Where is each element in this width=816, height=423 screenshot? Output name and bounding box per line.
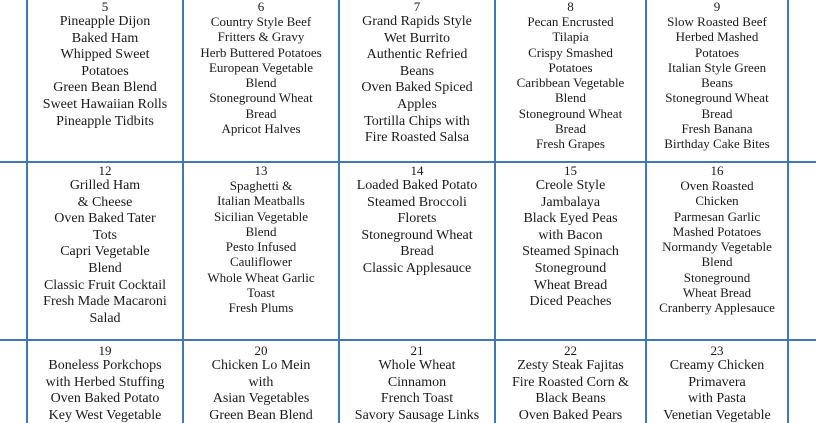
menu-item-line: Stoneground bbox=[683, 269, 751, 285]
day-number: 14 bbox=[410, 163, 424, 178]
menu-item-line: Stoneground Wheat bbox=[361, 227, 473, 243]
menu-item-line: Herbed Mashed bbox=[675, 29, 759, 45]
menu-item-line: Whole Wheat Garlic bbox=[207, 269, 315, 285]
menu-item-line: Birthday Cake Bites bbox=[664, 136, 770, 152]
day-cell bbox=[340, 341, 494, 423]
menu-item-line: Stoneground Wheat bbox=[518, 105, 623, 121]
menu-item-line: Black Beans bbox=[535, 391, 606, 407]
day-number: 23 bbox=[710, 343, 724, 358]
menu-item-line: Wet Burrito bbox=[383, 30, 451, 46]
menu-item-line: Fire Roasted Corn & bbox=[511, 374, 630, 390]
menu-item-line: Cranberry Applesauce bbox=[659, 300, 775, 316]
day-cell bbox=[28, 341, 182, 423]
menu-item-line: Fresh Banana bbox=[681, 121, 753, 137]
menu-item-line: Fresh Grapes bbox=[536, 136, 605, 152]
menu-item-line: Sweet Hawaiian Rolls bbox=[42, 96, 168, 112]
menu-item-line: Slow Roasted Beef bbox=[667, 14, 767, 29]
day-number: 20 bbox=[254, 343, 268, 358]
menu-item-line: Blend bbox=[245, 75, 277, 91]
menu-item-line: Authentic Refried bbox=[366, 47, 468, 63]
menu-item-line: Capri Vegetable bbox=[60, 244, 150, 260]
menu-item-line: Whole Wheat bbox=[378, 358, 456, 373]
menu-item-line: Black Eyed Peas bbox=[523, 211, 618, 227]
menu-item-line: Oven Roasted bbox=[680, 178, 754, 193]
day-cell bbox=[496, 163, 645, 339]
day-cell bbox=[184, 163, 338, 339]
menu-item-line: Apricot Halves bbox=[221, 121, 301, 137]
menu-item-line: Spaghetti & bbox=[229, 178, 293, 193]
menu-item-line: Blend bbox=[88, 260, 122, 276]
menu-item-line: Venetian Vegetable bbox=[663, 407, 771, 423]
menu-item-line: Tortilla Chips with bbox=[364, 113, 470, 129]
menu-item-line: Crispy Smashed bbox=[528, 44, 613, 60]
menu-item-line: Beans bbox=[399, 63, 435, 79]
menu-item-line: Creamy Chicken bbox=[669, 358, 765, 373]
menu-item-line: Chicken Lo Mein bbox=[211, 358, 311, 373]
menu-item-line: Green Bean Blend bbox=[209, 407, 313, 423]
day-number: 16 bbox=[710, 163, 724, 178]
menu-item-line: with Herbed Stuffing bbox=[45, 374, 165, 390]
day-cell bbox=[496, 341, 645, 423]
menu-item-line: Italian Style Green bbox=[667, 59, 767, 75]
day-cell bbox=[184, 0, 338, 161]
menu-item-line: Herb Buttered Potatoes bbox=[200, 44, 322, 60]
menu-item-line: Potatoes bbox=[81, 63, 129, 79]
menu-item-line: Oven Baked Pears bbox=[518, 407, 623, 423]
day-cell bbox=[647, 341, 787, 423]
menu-item-line: Wheat Bread bbox=[682, 285, 752, 301]
menu-item-line: Steamed Broccoli bbox=[367, 194, 467, 210]
menu-item-line: Caribbean Vegetable bbox=[516, 75, 625, 91]
menu-item-line: & Cheese bbox=[77, 194, 133, 210]
menu-item-line: Cauliflower bbox=[229, 254, 293, 270]
menu-item-line: Tots bbox=[93, 227, 117, 243]
day-cell bbox=[496, 0, 645, 161]
menu-item-line: Creole Style bbox=[535, 178, 606, 193]
menu-item-line: Potatoes bbox=[548, 59, 593, 75]
menu-item-line: Oven Baked Tater bbox=[54, 211, 156, 227]
day-cell bbox=[28, 163, 182, 339]
menu-item-line: Salad bbox=[89, 310, 121, 326]
menu-item-line: Mashed Potatoes bbox=[672, 223, 762, 239]
day-cell bbox=[184, 341, 338, 423]
menu-item-line: Fresh Made Macaroni bbox=[43, 294, 167, 310]
menu-item-line: Pesto Infused bbox=[225, 239, 297, 255]
menu-item-line: Fresh Plums bbox=[228, 300, 294, 316]
menu-item-line: Toast bbox=[247, 285, 275, 301]
menu-item-line: Baked Ham bbox=[71, 30, 139, 46]
menu-item-line: Blend bbox=[701, 254, 733, 270]
day-cell bbox=[340, 0, 494, 161]
menu-item-line: Stoneground Wheat bbox=[209, 90, 313, 106]
menu-item-line: Loaded Baked Potato bbox=[356, 178, 478, 193]
menu-item-line: French Toast bbox=[380, 391, 454, 407]
menu-item-line: Stoneground Wheat bbox=[665, 90, 769, 106]
menu-item-line: Steamed Spinach bbox=[522, 244, 619, 260]
day-number: 5 bbox=[101, 0, 109, 14]
day-number: 9 bbox=[713, 0, 721, 14]
menu-item-line: Wheat Bread bbox=[533, 277, 608, 293]
menu-item-line: Jambalaya bbox=[540, 194, 601, 210]
day-number: 7 bbox=[413, 0, 421, 14]
menu-item-line: Grand Rapids Style bbox=[362, 14, 472, 29]
menu-item-line: Florets bbox=[397, 211, 437, 227]
menu-item-line: Oven Baked Potato bbox=[50, 391, 160, 407]
menu-item-line: Parmesan Garlic bbox=[673, 208, 761, 224]
menu-item-line: Pineapple Tidbits bbox=[56, 113, 154, 129]
menu-item-line: Country Style Beef bbox=[210, 14, 312, 29]
day-number: 6 bbox=[257, 0, 265, 14]
menu-item-line: Zesty Steak Fajitas bbox=[517, 358, 624, 373]
day-number: 8 bbox=[567, 0, 574, 14]
menu-item-line: Pecan Encrusted bbox=[527, 14, 614, 29]
menu-item-line: Boneless Porkchops bbox=[48, 358, 162, 373]
menu-item-line: Key West Vegetable bbox=[48, 407, 162, 423]
menu-item-line: Italian Meatballs bbox=[217, 193, 305, 209]
menu-item-line: Primavera bbox=[688, 374, 746, 390]
menu-item-line: Bread bbox=[554, 121, 587, 137]
menu-item-line: Apples bbox=[397, 96, 437, 112]
day-cell bbox=[647, 163, 787, 339]
menu-item-line: Oven Baked Spiced bbox=[361, 80, 473, 96]
menu-item-line: Classic Applesauce bbox=[362, 260, 472, 276]
menu-item-line: Grilled Ham bbox=[69, 178, 141, 193]
menu-item-line: Diced Peaches bbox=[529, 294, 612, 310]
day-number: 22 bbox=[564, 343, 577, 358]
menu-item-line: Fire Roasted Salsa bbox=[364, 130, 470, 146]
menu-item-line: Chicken bbox=[695, 193, 739, 209]
menu-item-line: Blend bbox=[245, 223, 277, 239]
menu-item-line: Whipped Sweet bbox=[60, 47, 150, 63]
day-cell bbox=[647, 0, 787, 161]
menu-item-line: with bbox=[248, 374, 274, 390]
menu-item-line: Bread bbox=[400, 244, 434, 260]
day-cell bbox=[28, 0, 182, 161]
menu-item-line: with Bacon bbox=[538, 227, 603, 243]
menu-item-line: Bread bbox=[701, 105, 733, 121]
day-number: 13 bbox=[254, 163, 268, 178]
menu-item-line: Blend bbox=[554, 90, 587, 106]
menu-item-line: Bread bbox=[245, 105, 277, 121]
day-number: 12 bbox=[98, 163, 112, 178]
menu-item-line: Green Bean Blend bbox=[53, 80, 157, 96]
day-number: 15 bbox=[564, 163, 577, 178]
menu-item-line: Asian Vegetables bbox=[212, 391, 310, 407]
day-number: 19 bbox=[98, 343, 112, 358]
menu-item-line: Beans bbox=[701, 75, 733, 91]
menu-item-line: European Vegetable bbox=[208, 59, 314, 75]
menu-item-line: Stoneground bbox=[534, 260, 607, 276]
menu-item-line: Tilapia bbox=[552, 29, 589, 45]
menu-item-line: Classic Fruit Cocktail bbox=[43, 277, 167, 293]
column-divider bbox=[787, 0, 789, 423]
menu-item-line: Potatoes bbox=[694, 44, 740, 60]
menu-item-line: Normandy Vegetable bbox=[662, 239, 772, 255]
day-number: 21 bbox=[410, 343, 424, 358]
menu-item-line: with Pasta bbox=[688, 391, 746, 407]
menu-item-line: Fritters & Gravy bbox=[217, 29, 305, 45]
day-cell bbox=[340, 163, 494, 339]
menu-item-line: Sicilian Vegetable bbox=[214, 208, 308, 224]
menu-item-line: Pineapple Dijon bbox=[59, 14, 151, 29]
menu-item-line: Cinnamon bbox=[387, 374, 447, 390]
menu-item-line: Savory Sausage Links bbox=[354, 407, 480, 423]
